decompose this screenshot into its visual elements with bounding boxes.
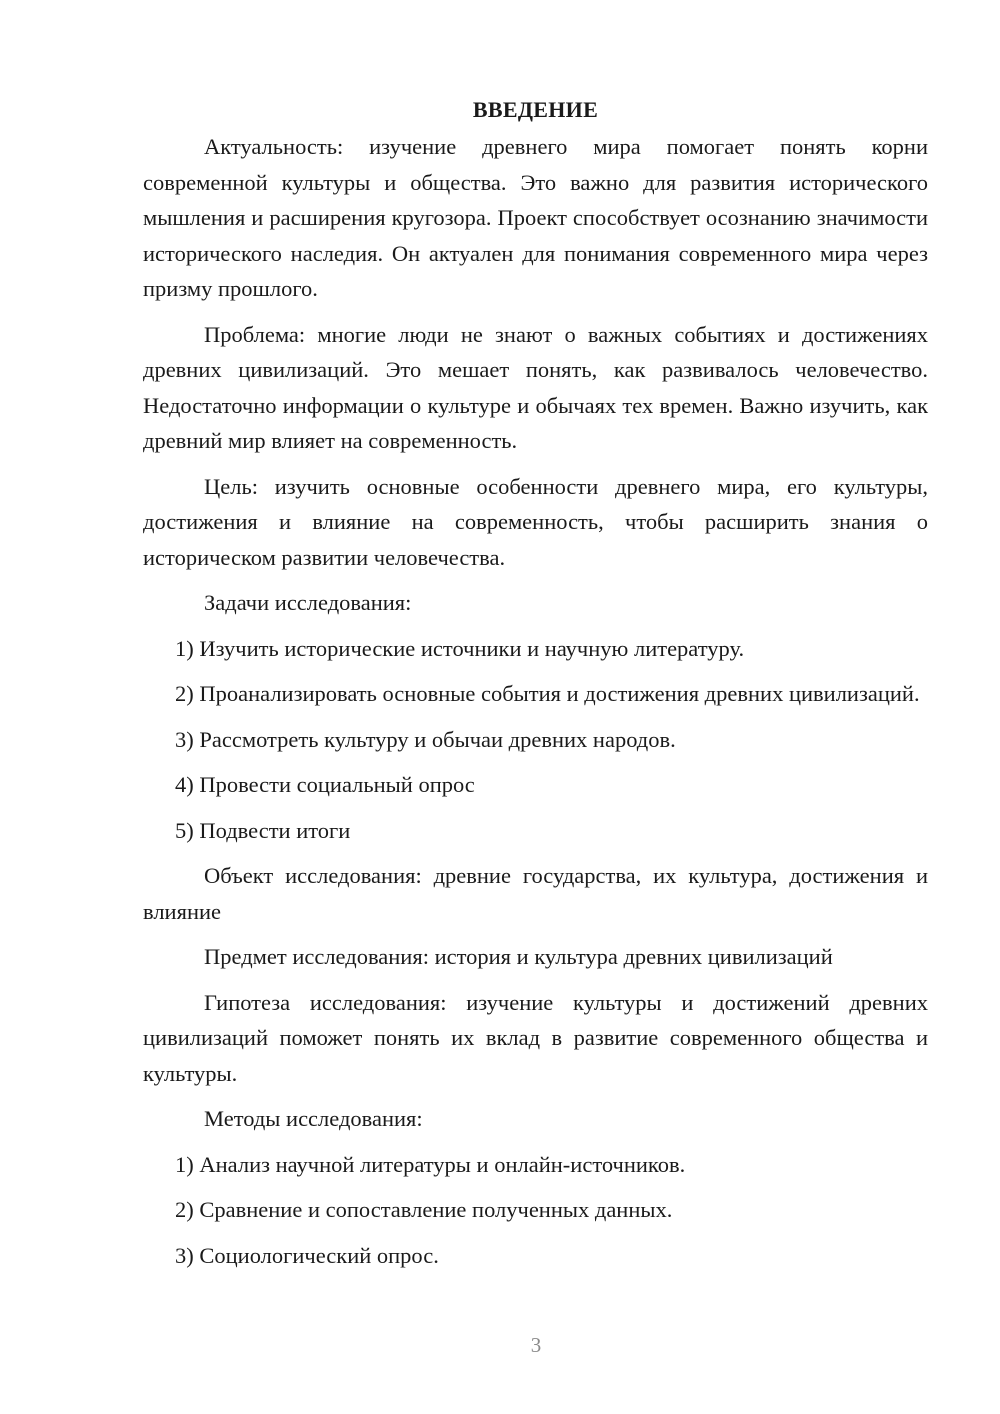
tasks-title: Задачи исследования: [204, 590, 412, 615]
method-item: 3) Социологический опрос. [175, 1242, 439, 1268]
task-item: 1) Изучить исторические источники и научную литературу. [175, 635, 745, 661]
task-item: 3) Рассмотреть культуру и обычаи древних народов. [175, 726, 676, 752]
subject-paragraph: Предмет исследования: история и культура древних цивилизаций [204, 944, 833, 969]
goal-paragraph: Цель: изучить основные особенности древнего мира, его культуры, достижения и влияние на современность, чтобы расширить знания о историческом развитии человечества. [143, 473, 928, 570]
document-page [143, 92, 928, 1283]
relevance-paragraph: Актуальность: изучение древнего мира помогает понять корни современной культуры и общества. Это важно для развития исторического мышления и расширения кругозора. Проект способствует осознанию значимости исторического наследия. Он актуален для понимания современного мира через призму прошлого. [143, 134, 928, 301]
task-item: 5) Подвести итоги [175, 817, 351, 843]
method-item: 1) Анализ научной литературы и онлайн-источников. [175, 1151, 686, 1177]
problem-paragraph: Проблема: многие люди не знают о важных событиях и достижениях древних цивилизаций. Это мешает понять, как развивалось человечество. Недостаточно информации о культуре и обычаях тех времен. Важно изучить, как древний мир влияет на современность. [143, 321, 928, 453]
object-paragraph: Объект исследования: древние государства, их культура, достижения и влияние [143, 863, 928, 924]
task-item: 4) Провести социальный опрос [175, 772, 475, 797]
section-heading: ВВЕДЕНИЕ [472, 97, 599, 122]
page-number: 3 [530, 1333, 542, 1357]
task-item: 2) Проанализировать основные события и достижения древних цивилизаций. [175, 681, 920, 706]
method-item: 2) Сравнение и сопоставление полученных данных. [175, 1197, 673, 1222]
methods-title: Методы исследования: [204, 1106, 423, 1131]
hypothesis-paragraph: Гипотеза исследования: изучение культуры и достижений древних цивилизаций поможет понять их вклад в развитие современного общества и культуры. [143, 989, 928, 1086]
